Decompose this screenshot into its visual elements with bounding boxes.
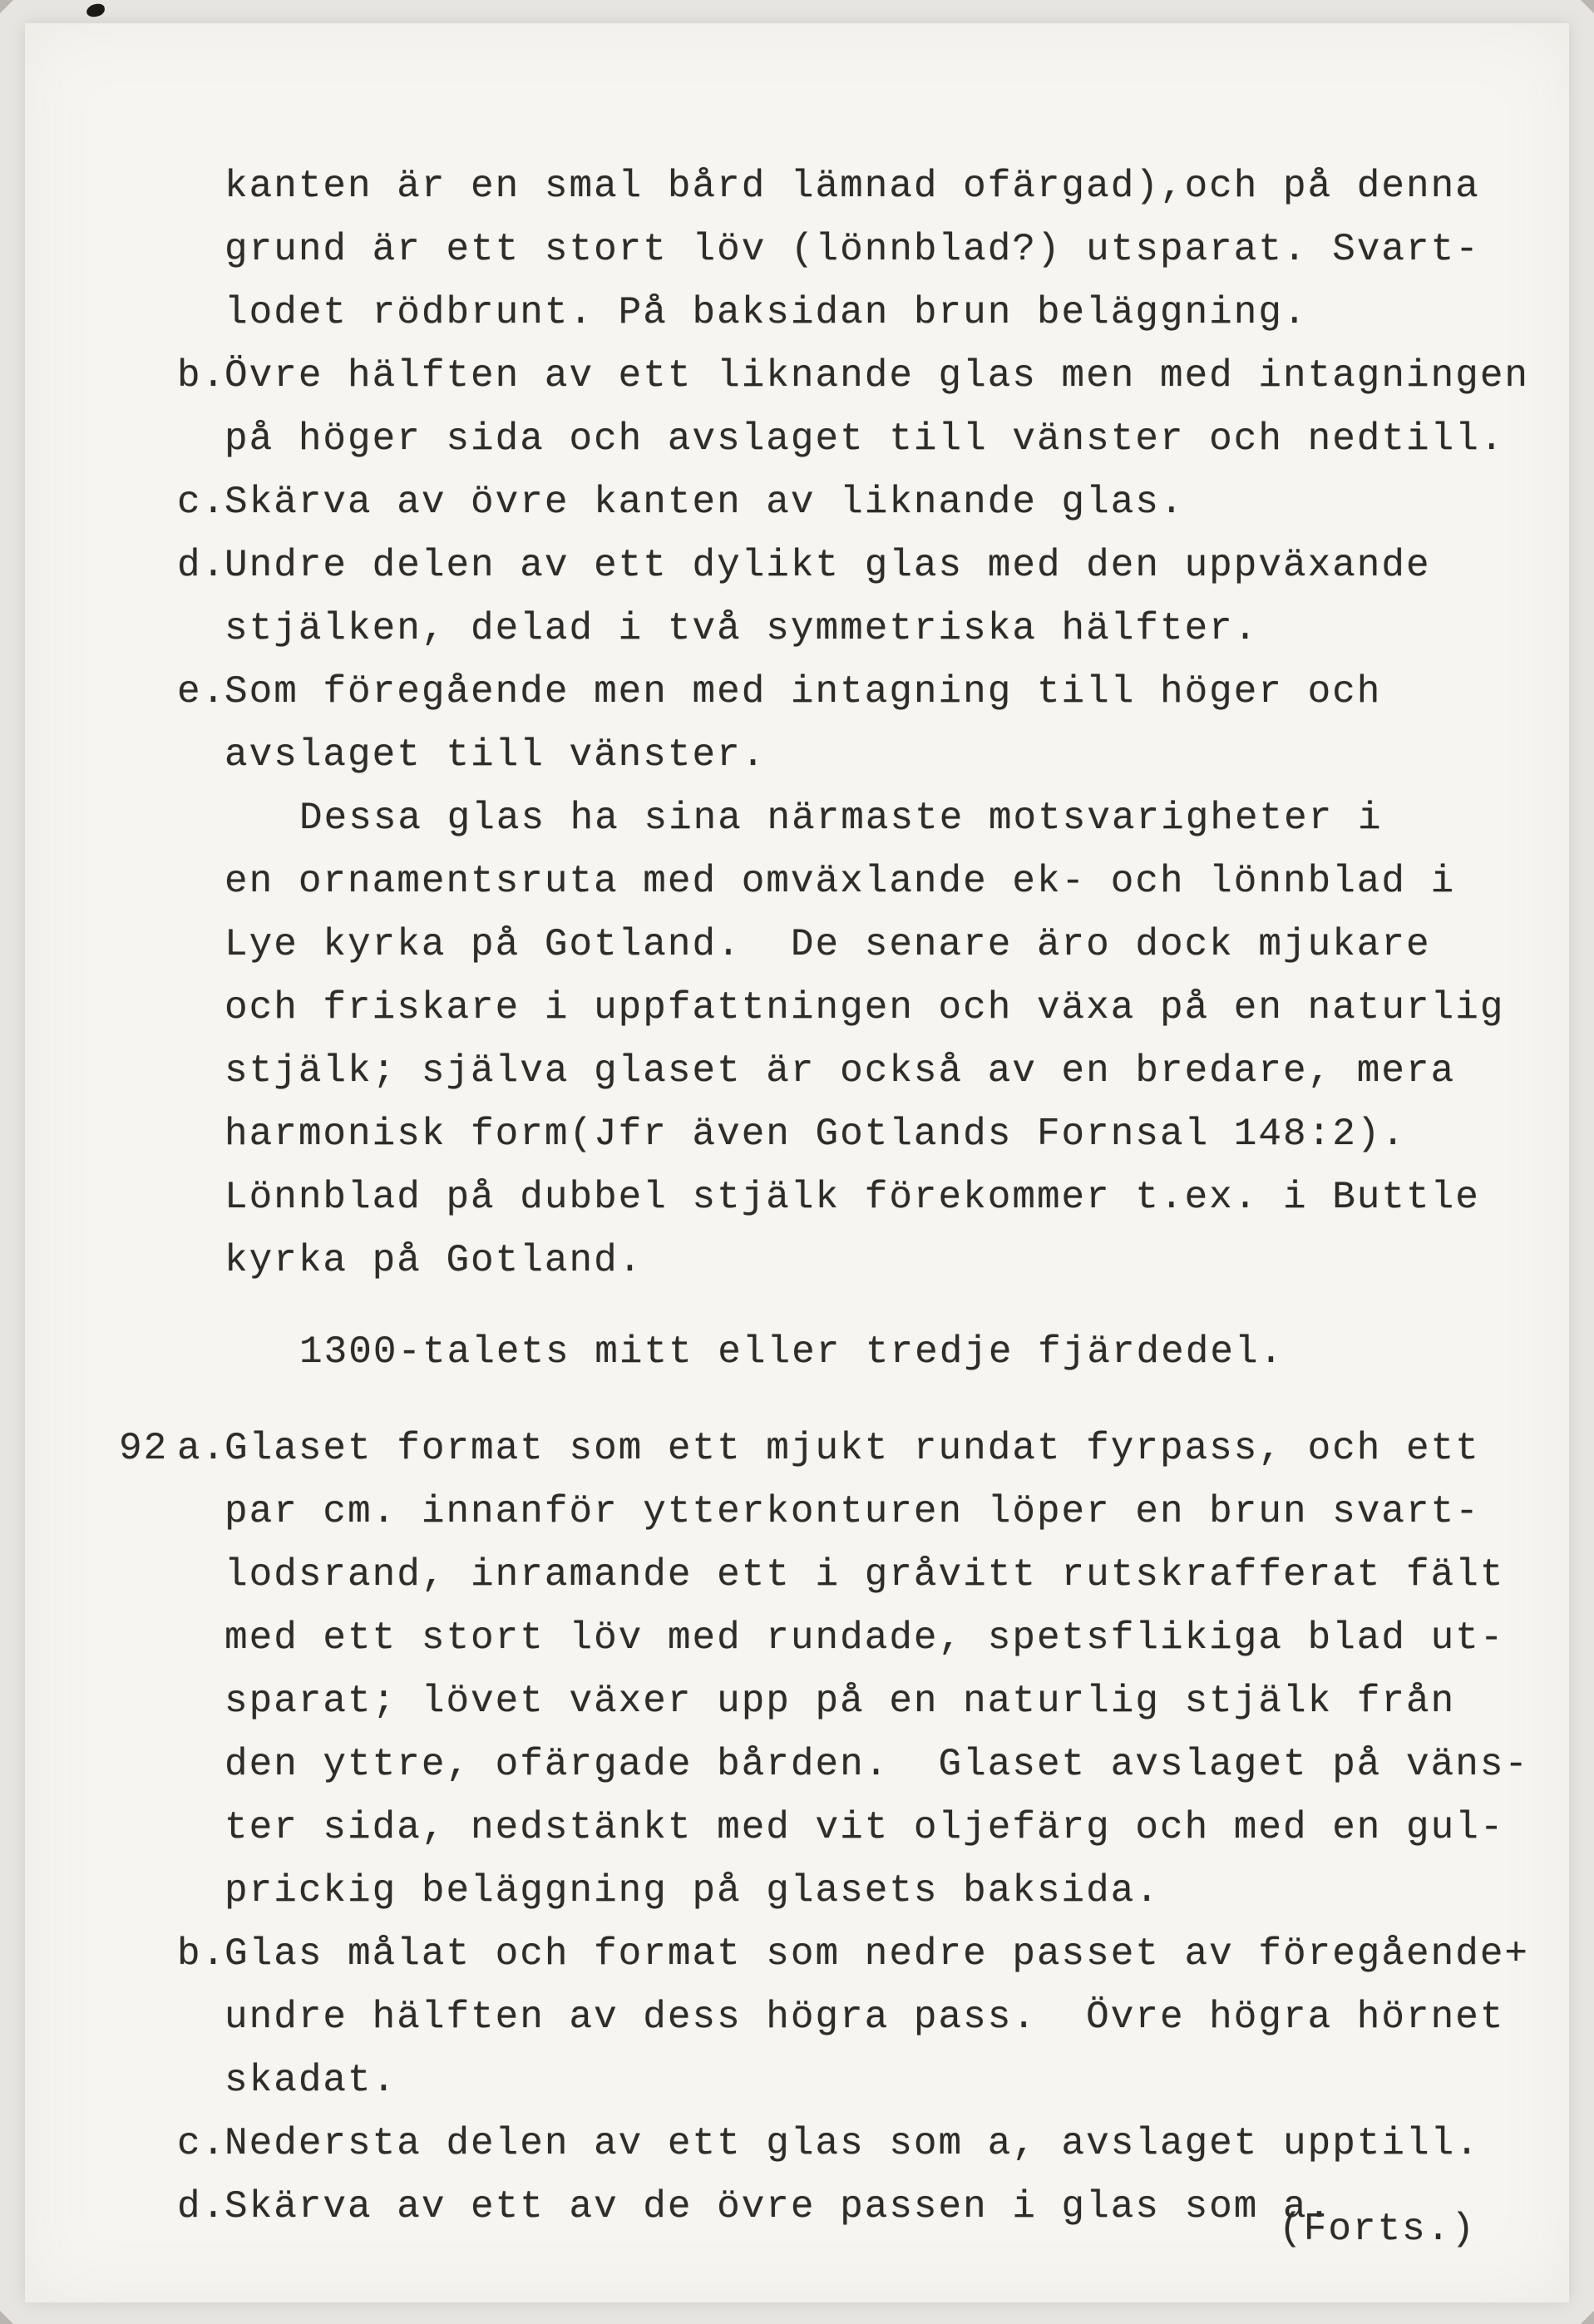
item-marker: b. — [177, 354, 227, 397]
paper — [25, 23, 1569, 2302]
text-block — [119, 1417, 1530, 1922]
text-line: lodsrand, inramande ett i gråvitt rutskrafferat fält — [225, 1553, 1505, 1596]
typewritten-text — [119, 155, 1530, 2238]
text-line: på höger sida och avslaget till vänster och nedtill. — [225, 417, 1505, 461]
text-line: den yttre, ofärgade bården. Glaset avslaget på väns- — [225, 1743, 1530, 1786]
text-block — [177, 534, 1494, 660]
item-marker: e. — [177, 670, 227, 713]
text-line: Glas målat och format som nedre passet av föregående+ — [225, 1932, 1530, 1976]
text-line: prickig beläggning på glasets baksida. — [225, 1869, 1160, 1912]
text-line: kyrka på Gotland. — [225, 1239, 644, 1282]
text-line: sparat; lövet växer upp på en naturlig stjälk från — [225, 1680, 1456, 1723]
continuation-footer: (Forts.) — [1279, 2208, 1476, 2251]
section-heading — [225, 1320, 1494, 1384]
text-line: stjälk; själva glaset är också av en bredare, mera — [225, 1049, 1456, 1093]
scan-corner-artifact — [1581, 0, 1594, 13]
text-line: Skärva av ett av de övre passen i glas som a. — [225, 2185, 1333, 2228]
text-block — [225, 155, 1494, 344]
text-line: ter sida, nedstänkt med vit oljefärg och med en gul- — [225, 1806, 1505, 1849]
text-line: Lönnblad på dubbel stjälk förekommer t.ex. i Buttle — [225, 1176, 1480, 1219]
scan-corner-artifact — [0, 2311, 13, 2324]
text-line: Skärva av övre kanten av liknande glas. — [225, 481, 1185, 524]
text-block — [177, 471, 1494, 534]
text-block — [225, 787, 1505, 1292]
text-line: stjälken, delad i två symmetriska hälfter. — [225, 607, 1259, 650]
entry-number: 92 — [119, 1427, 169, 1470]
scan-corner-artifact — [1581, 2311, 1594, 2324]
text-line: kanten är en smal bård lämnad ofärgad),och på denna — [225, 165, 1480, 208]
text-block — [177, 2112, 1494, 2175]
text-block — [177, 1922, 1530, 2112]
item-marker: b. — [177, 1932, 227, 1976]
text-line: undre hälften av dess högra pass. Övre högra hörnet — [225, 1996, 1505, 2039]
text-line: avslaget till vänster. — [225, 733, 767, 777]
text-line: Som föregående men med intagning till höger och — [225, 670, 1382, 713]
item-marker: d. — [177, 544, 227, 587]
text-line: Dessa glas ha sina närmaste motsvarigheter i — [299, 797, 1383, 840]
text-line: Övre hälften av ett liknande glas men med intagningen — [225, 354, 1530, 397]
text-block — [177, 660, 1494, 787]
text-block — [177, 344, 1530, 471]
item-marker: a. — [177, 1427, 227, 1470]
text-line: harmonisk form(Jfr även Gotlands Fornsal 148:2). — [225, 1113, 1407, 1156]
text-line: Lye kyrka på Gotland. De senare äro dock mjukare — [225, 923, 1431, 966]
text-line: en ornamentsruta med omväxlande ek- och lönnblad i — [225, 860, 1456, 903]
text-line: par cm. innanför ytterkonturen löper en brun svart- — [225, 1490, 1480, 1533]
text-line: 1300-talets mitt eller tredje fjärdedel. — [299, 1330, 1285, 1374]
text-line: och friskare i uppfattningen och växa på en naturlig — [225, 986, 1505, 1029]
text-line: Undre delen av ett dylikt glas med den uppväxande — [225, 544, 1431, 587]
text-blocks — [119, 155, 1530, 2238]
text-line: med ett stort löv med rundade, spetsflikiga blad ut- — [225, 1616, 1505, 1660]
text-line: skadat. — [225, 2059, 397, 2102]
scan-corner-artifact — [0, 0, 13, 13]
text-line: grund är ett stort löv (lönnblad?) utsparat. Svart- — [225, 228, 1480, 271]
item-marker: c. — [177, 481, 227, 524]
item-marker: c. — [177, 2122, 227, 2165]
text-line: Glaset format som ett mjukt rundat fyrpass, och ett — [225, 1427, 1480, 1470]
ink-speck-artifact — [86, 3, 106, 18]
item-marker: d. — [177, 2185, 227, 2228]
text-line: lodet rödbrunt. På baksidan brun beläggning. — [225, 291, 1308, 334]
text-line: Nedersta delen av ett glas som a, avslaget upptill. — [225, 2122, 1480, 2165]
